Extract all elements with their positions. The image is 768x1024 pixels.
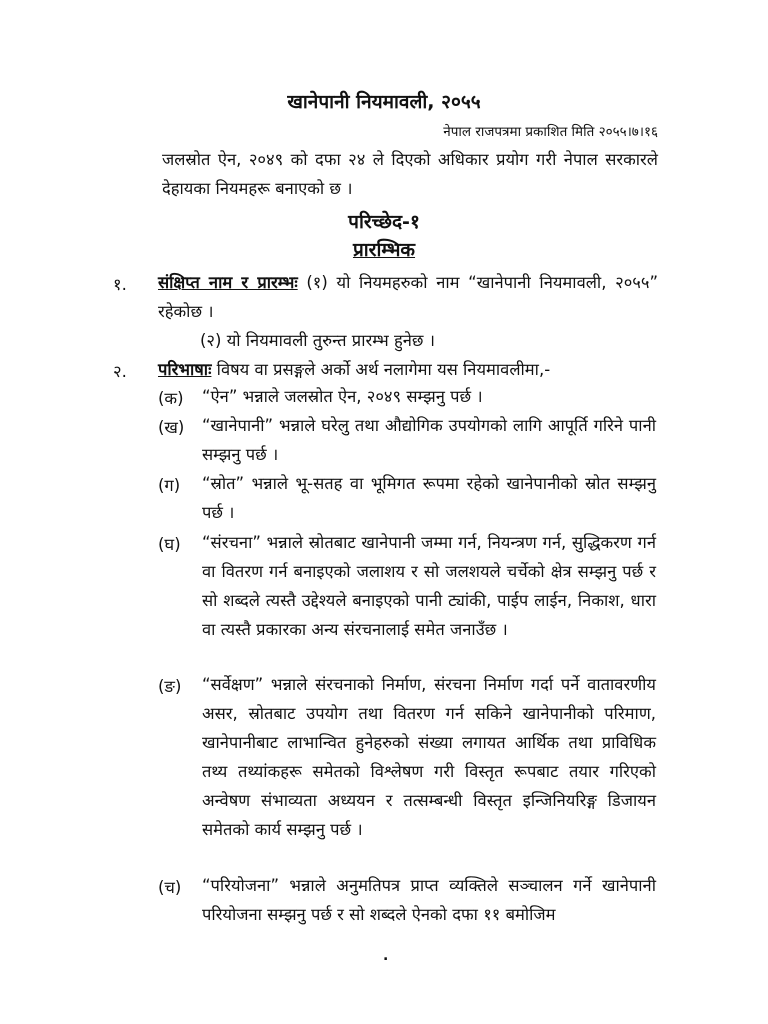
footer-mark: . <box>383 948 389 964</box>
clause-ka-text: “ऐन” भन्नाले जलस्रोत ऐन, २०४९ सम्झनु पर्छ । <box>202 387 483 406</box>
rule-1-text: (१) यो नियमहरुको नाम “खानेपानी नियमावली, २०५५” रहेकोछ । <box>158 273 659 321</box>
rule-2-heading: परिभाषाः <box>158 360 212 379</box>
rule-1-number: १. <box>113 275 127 294</box>
clause-ga-text: “स्रोत” भन्नाले भू-सतह वा भूमिगत रूपमा रहेको खानेपानीको स्रोत सम्झनु पर्छ । <box>202 474 656 522</box>
clause-nga-text: “सर्वेक्षण” भन्नाले संरचनाको निर्माण, संरचना निर्माण गर्दा पर्ने वातावरणीय असर, स्रोतबाट उपयोग तथा वितरण गर्न सकिने खानेपानीको परिमाण, खानेपानीबाट लाभान्वित हुनेहरुको संख्या लगायत आर्थिक तथा प्राविधिक तथ्य तथ्यांकहरू समेतको विश्लेषण गरी विस्तृत रूपबाट तयार गरिएको अन्वेषण संभाव्यता अध्ययन र तत्सम्बन्धी विस्तृत इन्जिनियरिङ्ग डिजायन समेतको कार्य सम्झनु पर्छ । <box>202 675 656 839</box>
rule-2-body <box>158 355 658 384</box>
rule-2-number: २. <box>113 362 127 381</box>
clause-ga-label: (ग) <box>158 476 181 495</box>
document-title: खानेपानी नियमावली, २०५५ <box>287 91 481 113</box>
preamble <box>110 145 658 203</box>
clause-cha-label: (च) <box>158 878 182 897</box>
rule-1-body <box>158 268 658 326</box>
clause-ka-label: (क) <box>158 389 184 408</box>
clause-kha-label: (ख) <box>158 418 185 437</box>
rule-1-heading: संक्षिप्त नाम र प्रारम्भः <box>158 273 298 292</box>
chapter-number: परिच्छेद-१ <box>348 211 420 233</box>
chapter-title-text: प्रारम्भिक <box>352 239 416 261</box>
clause-cha-text: “परियोजना” भन्नाले अनुमतिपत्र प्राप्त व्यक्तिले सञ्चालन गर्ने खानेपानी परियोजना सम्झनु पर्छ र सो शब्दले ऐनको दफा ११ बमोजिम <box>202 876 656 924</box>
clause-gha-label: (घ) <box>158 535 181 554</box>
chapter-title <box>0 236 768 262</box>
clause-kha-text: “खानेपानी” भन्नाले घरेलु तथा औद्योगिक उपयोगको लागि आपूर्ति गरिने पानी सम्झनु पर्छ । <box>202 416 656 464</box>
preamble-text: जलस्रोत ऐन, २०४९ को दफा २४ ले दिएको अधिकार प्रयोग गरी नेपाल सरकारले देहायका नियमहरू बनाएको छ । <box>162 150 658 198</box>
rule-2-text: विषय वा प्रसङ्गले अर्को अर्थ नलागेमा यस नियमावलीमा,- <box>216 360 551 379</box>
clause-nga-label: (ङ) <box>158 677 182 696</box>
gazette-publication-note: नेपाल राजपत्रमा प्रकाशित मिति २०५५।७।१६ <box>443 124 658 140</box>
rule-1-subsection-2: (२) यो नियमावली तुरुन्त प्रारम्भ हुनेछ । <box>200 331 436 350</box>
clause-gha-text: “संरचना” भन्नाले स्रोतबाट खानेपानी जम्मा गर्न, नियन्त्रण गर्न, सुद्धिकरण गर्न वा वितरण गर्न बनाइएको जलाशय र सो जलशयले चर्चेको क्षेत्र सम्झनु पर्छ र सो शब्दले त्यस्तै उद्देश्यले बनाइएको पानी ट्यांकी, पाईप लाईन, निकाश, धारा वा त्यस्तै प्रकारका अन्य संरचनालाई समेत जनाउँछ । <box>202 533 656 639</box>
